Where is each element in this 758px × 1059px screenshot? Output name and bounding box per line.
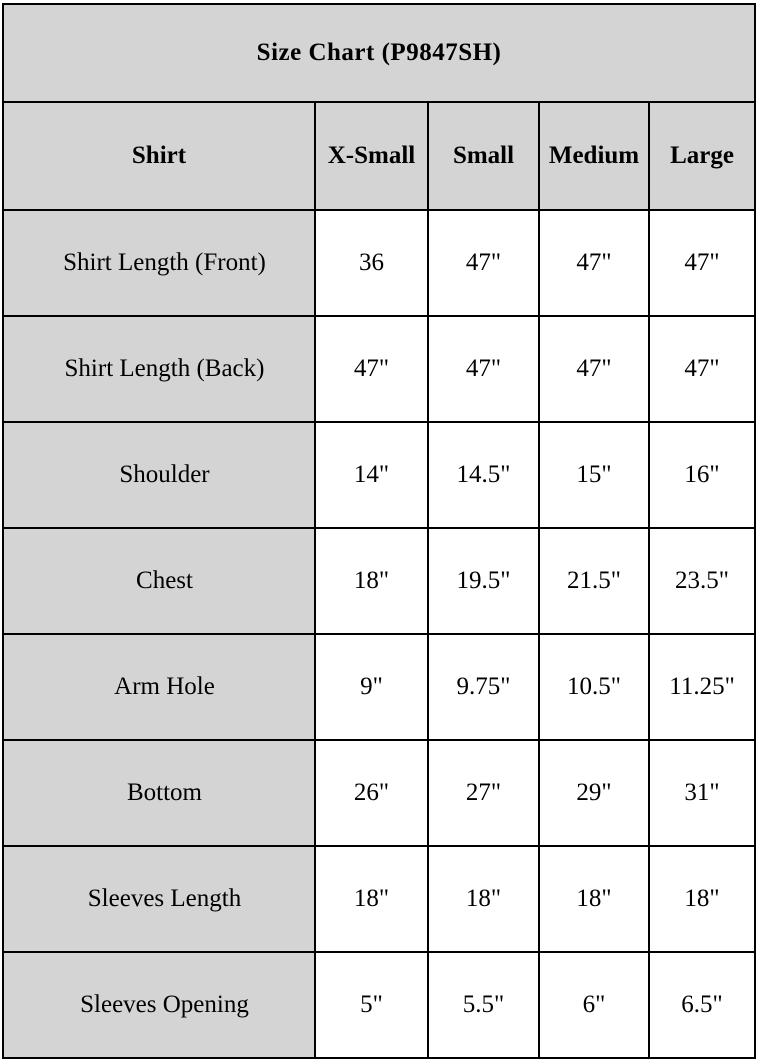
cell-value: 47": [649, 210, 755, 316]
table-row: [3, 634, 755, 740]
cell-value: 26": [315, 740, 428, 846]
cell-value: 47": [539, 210, 649, 316]
cell-value: 47": [649, 316, 755, 422]
row-label: Arm Hole: [3, 634, 315, 740]
cell-value: 27": [428, 740, 539, 846]
cell-value: 23.5": [649, 528, 755, 634]
table-row: [3, 952, 755, 1058]
header-garment-label: Shirt: [3, 102, 315, 210]
row-label: Sleeves Length: [3, 846, 315, 952]
cell-value: 14.5": [428, 422, 539, 528]
cell-value: 5.5": [428, 952, 539, 1058]
cell-value: 47": [539, 316, 649, 422]
cell-value: 9.75": [428, 634, 539, 740]
table-row: [3, 740, 755, 846]
title-row: [3, 4, 755, 102]
cell-value: 6.5": [649, 952, 755, 1058]
header-size-medium: Medium: [539, 102, 649, 210]
table-row: [3, 846, 755, 952]
header-size-x-small: X-Small: [315, 102, 428, 210]
cell-value: 15": [539, 422, 649, 528]
size-chart-table: [2, 3, 756, 1059]
cell-value: 5": [315, 952, 428, 1058]
table-row: [3, 316, 755, 422]
table-row: [3, 210, 755, 316]
cell-value: 10.5": [539, 634, 649, 740]
cell-value: 16": [649, 422, 755, 528]
cell-value: 47": [315, 316, 428, 422]
row-label: Bottom: [3, 740, 315, 846]
cell-value: 18": [539, 846, 649, 952]
cell-value: 6": [539, 952, 649, 1058]
cell-value: 21.5": [539, 528, 649, 634]
row-label: Chest: [3, 528, 315, 634]
cell-value: 14": [315, 422, 428, 528]
table-row: [3, 528, 755, 634]
cell-value: 47": [428, 210, 539, 316]
chart-title: Size Chart (P9847SH): [3, 4, 755, 102]
cell-value: 18": [315, 528, 428, 634]
cell-value: 19.5": [428, 528, 539, 634]
cell-value: 9": [315, 634, 428, 740]
row-label: Sleeves Opening: [3, 952, 315, 1058]
cell-value: 36: [315, 210, 428, 316]
row-label: Shoulder: [3, 422, 315, 528]
header-size-large: Large: [649, 102, 755, 210]
table-row: [3, 422, 755, 528]
cell-value: 47": [428, 316, 539, 422]
row-label: Shirt Length (Front): [3, 210, 315, 316]
cell-value: 11.25": [649, 634, 755, 740]
cell-value: 18": [428, 846, 539, 952]
header-row: [3, 102, 755, 210]
row-label: Shirt Length (Back): [3, 316, 315, 422]
cell-value: 31": [649, 740, 755, 846]
header-size-small: Small: [428, 102, 539, 210]
cell-value: 29": [539, 740, 649, 846]
cell-value: 18": [315, 846, 428, 952]
cell-value: 18": [649, 846, 755, 952]
